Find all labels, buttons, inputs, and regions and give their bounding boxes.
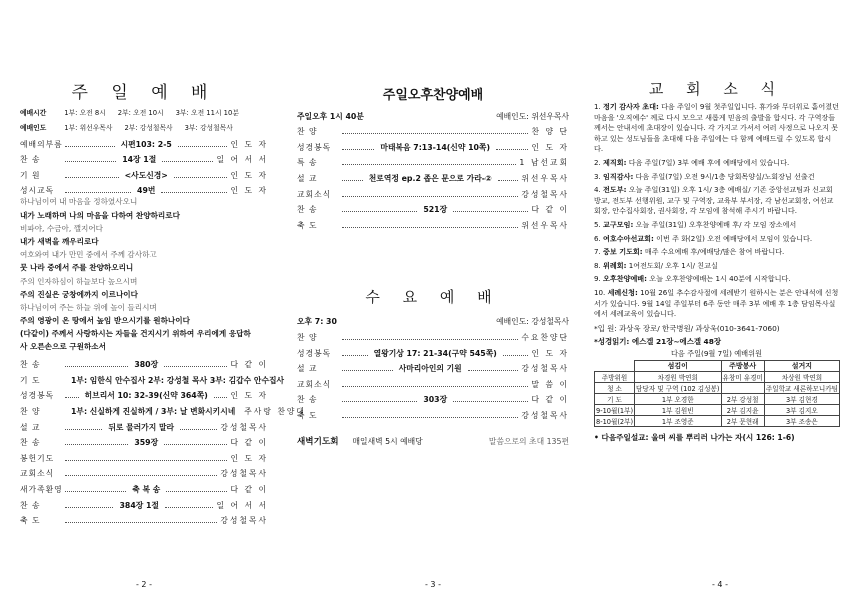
order-item: [297, 168, 569, 184]
order-label: 특 송: [297, 158, 318, 168]
bible-reading: *성경읽기: 에스겔 21장~에스겔 48장: [594, 336, 721, 346]
leader-dots: [65, 491, 126, 492]
notice-item: [594, 185, 839, 217]
order-leader: 위선우목사: [521, 173, 570, 183]
leader-dots: [65, 366, 128, 367]
reading-line: (다같이) 주께서 사랑하시는 자들을 건지시기 위하여 우리에게 응답하: [20, 329, 251, 339]
leader-dots: [180, 429, 217, 430]
order-leader: 찬 양 단: [531, 127, 569, 137]
order-leader: 강성철목사: [220, 422, 269, 432]
reading-line: 내가 노래하며 나의 마음을 다하여 찬양하리로다: [20, 210, 180, 220]
order-item: [297, 184, 569, 200]
table-cell: 3부 김지오: [764, 404, 839, 415]
notice-item: [594, 172, 839, 183]
wednesday-leader: 예배인도: 강성철목사: [496, 317, 569, 327]
order-leader: 인 도 자: [230, 391, 269, 401]
news-title: 교 회 소 식: [648, 80, 785, 98]
order-content: 뒤로 물러가지 말라: [108, 422, 175, 432]
leader-dots: [65, 507, 113, 508]
leader-dots: [496, 149, 528, 150]
leader-dots: [342, 196, 518, 197]
leader-dots: [65, 429, 102, 430]
order-content: 마태복음 7:13-14(신약 10쪽): [380, 142, 491, 152]
order-leader: 다 같 이: [230, 438, 268, 448]
order-content: <사도신경>: [124, 170, 168, 180]
table-row: [595, 382, 840, 393]
notice-heading: 오후찬양예배:: [603, 274, 647, 284]
order-content: 1부: 임한식 안수집사 2부: 강성철 목사 3부: 김갑수 안수집사: [71, 375, 285, 385]
leader-dots: [65, 444, 128, 445]
order-leader: 다 같 이: [531, 395, 569, 405]
leader-dots: [342, 370, 393, 371]
notice-number: 9.: [594, 274, 601, 284]
order-leader: 다 같 이: [230, 484, 268, 494]
leader-dots: [342, 339, 518, 340]
table-cell: [595, 360, 635, 371]
order-content: 축 복 송: [132, 484, 161, 494]
notice-heading: 제직회:: [603, 157, 627, 167]
order-leader: 강성철목사: [521, 364, 570, 374]
afternoon-order: [297, 122, 569, 231]
leader-dots: [162, 161, 213, 162]
leader-dots: [342, 227, 518, 228]
schedule-item: 1부: 위선우목사: [64, 123, 113, 132]
leader-dots: [164, 366, 227, 367]
table-cell: 1부 조영준: [635, 415, 721, 426]
leader-dots: [65, 192, 131, 193]
table-cell: 3부 김현경: [764, 393, 839, 404]
order-label: 찬 송: [20, 360, 41, 370]
reading-line: 하나님이여 내 마음을 정하였사오니: [20, 197, 138, 207]
order-item: [20, 134, 268, 150]
reading-line: 뭇 나라 중에서 주를 찬양하오리니: [20, 263, 134, 273]
notice-number: 6.: [594, 233, 601, 243]
notice-heading: 세례신청:: [607, 287, 638, 297]
order-leader: 주사랑 찬양대: [244, 407, 306, 416]
table-header: 설거지: [764, 360, 839, 371]
table-cell: 8-10월(2부): [595, 415, 635, 426]
order-label: 기 원: [20, 170, 41, 180]
page-number: - 2 -: [136, 580, 152, 589]
leader-dots: [468, 370, 519, 371]
schedule-item: 2부: 오전 10시: [117, 108, 164, 117]
order-label: 교회소식: [297, 379, 332, 389]
order-label: 교회소식: [20, 469, 55, 479]
notice-item: [594, 158, 839, 169]
notice-body: 이번 주 화(2일) 오전 예배당에서 모임이 있습니다.: [656, 233, 813, 243]
responsive-reading: [20, 196, 268, 354]
page-3-column: [297, 0, 569, 447]
order-item: [297, 215, 569, 231]
order-leader: 인 도 자: [531, 348, 570, 358]
order-leader: 강성철목사: [521, 410, 569, 420]
notice-number: 5.: [594, 219, 601, 229]
leader-dots: [165, 507, 213, 508]
notice-number: 8.: [594, 260, 601, 270]
notice-item: [594, 234, 839, 245]
order-leader: 일 어 서 서: [216, 155, 268, 165]
wednesday-time: 오후 7: 30: [297, 317, 337, 327]
order-item: [297, 200, 569, 216]
order-label: 교회소식: [297, 189, 332, 199]
order-content: 1부: 신실하게 진실하게 / 3부: 날 변화시키시네: [71, 407, 236, 416]
order-label: 기 도: [20, 375, 41, 385]
reading-line: 여호와여 내가 만민 중에서 주께 감사하고: [20, 250, 157, 260]
order-item: [20, 464, 268, 480]
notice-heading: 전도부:: [603, 185, 627, 195]
order-leader: 인 도 자: [230, 170, 269, 180]
wednesday-title: 수 요 예 배: [365, 287, 501, 306]
afternoon-leader: 예배인도: 위선우목사: [496, 111, 569, 121]
leader-dots: [161, 192, 227, 193]
order-leader: 위선우목사: [521, 220, 569, 230]
table-cell: 주방위원: [595, 371, 635, 382]
table-cell: 9-10월(1부): [595, 404, 635, 415]
reading-line: 주의 영광이 온 땅에서 높임 받으시기를 원하나이다: [20, 316, 190, 326]
notice-body: 매주 수요예배 후/예배당/많은 참여 바랍니다.: [644, 247, 785, 257]
order-leader: 강성철목사: [220, 516, 268, 526]
order-leader: 1 남선교회: [519, 158, 569, 168]
notice-item: [594, 220, 839, 231]
worship-order: [20, 134, 268, 196]
schedule-item: 1부: 오전 8시: [64, 108, 106, 117]
order-leader: 강성철목사: [220, 469, 268, 479]
order-label: 찬 양: [20, 407, 41, 416]
table-row: [595, 371, 840, 382]
order-label: 찬 송: [20, 438, 41, 448]
wednesday-order: [297, 327, 569, 421]
table-cell: 3부 조송은: [764, 415, 839, 426]
schedule-item: 2부: 강성철목사: [124, 123, 173, 132]
notice-number: 1.: [594, 102, 601, 111]
schedule-item: 3부: 강성철목사: [184, 123, 233, 132]
order-item: [297, 343, 569, 359]
notice-heading: 중보 기도회:: [603, 247, 643, 257]
order-item: [297, 137, 569, 153]
worship-order-continued: [20, 355, 306, 527]
schedule-time: [20, 104, 268, 119]
order-label: 축 도: [297, 220, 318, 230]
leader-dots: [65, 161, 116, 162]
leader-dots: [65, 460, 227, 461]
notice-item: [594, 288, 839, 320]
table-cell: 담당자 및 구역 (102 김성봉): [635, 382, 721, 393]
order-label: 성시교독: [20, 186, 55, 196]
table-cell: 차경원 박연희: [635, 371, 721, 382]
notice-heading: 임직감사:: [603, 171, 634, 181]
next-sermon: • 다음주일설교: 울며 씨를 뿌리러 나가는 자(시 126: 1-6): [594, 432, 795, 442]
notice-item: [594, 261, 839, 272]
schedule-item: 3부: 오전 11시 10분: [175, 108, 239, 117]
order-content: 359장: [134, 438, 159, 448]
table-cell: 주일학교 새론하모니카팀: [764, 382, 839, 393]
service-table: [594, 360, 840, 427]
notice-body: 다음 주일(7일) 3부 예배 후에 예배당에서 있습니다.: [628, 157, 790, 167]
notice-body: 오늘 주일(31일) 오후 1시/ 3층 예배실/ 기존 중앙선교팀과 신교회방교, 전도부 선행위원, 교구 및 구역장, 교육부 부서장, 각 남선교회장, 여선교회장, 안수집사회장, 권사회장, 각 모임에 참석해 주시기 바랍니다.: [594, 185, 834, 216]
table-cell: 차상원 박연희: [764, 371, 839, 382]
order-label: 축 도: [20, 516, 41, 526]
notice-number: 7.: [594, 247, 601, 257]
leader-dots: [166, 491, 227, 492]
notice-number: 10.: [594, 287, 606, 297]
notice-heading: 정기 감사자 초대:: [603, 102, 659, 111]
reading-line: 비파야, 수금아, 깰지어다: [20, 223, 104, 233]
order-label: 찬 송: [20, 500, 41, 510]
order-leader: 다 같 이: [531, 205, 569, 215]
order-content: 천로역정 ep.2 좁은 문으로 가라-②: [368, 173, 492, 183]
order-item: [297, 122, 569, 138]
order-item: [297, 327, 569, 343]
dawn-prayer: [297, 431, 569, 447]
order-item: [297, 153, 569, 169]
order-content: 열왕기상 17: 21-34(구약 545쪽): [373, 348, 497, 358]
order-leader: 말 씀 이: [531, 379, 569, 389]
table-cell: 기 도: [595, 393, 635, 404]
leader-dots: [342, 355, 368, 356]
hospital-note: *입 원: 과상욱 장로/ 한국병원/ 과상욱(010-3641-7060): [594, 323, 780, 333]
notice-item: [594, 247, 839, 258]
order-label: 설 교: [20, 422, 41, 432]
order-item: [20, 495, 268, 511]
order-label: 새가족환영: [20, 484, 63, 494]
order-item: [20, 386, 268, 402]
notice-body: 다음 주일(7일) 오전 9시/1층 당회목양실/노회장님 선출건: [635, 171, 815, 181]
order-item: [297, 390, 569, 406]
order-item: [20, 181, 268, 197]
leader-dots: [342, 401, 417, 402]
schedule-leader: [20, 119, 268, 134]
order-item: [20, 165, 268, 181]
order-leader: 강성철목사: [521, 189, 569, 199]
page-number: - 4 -: [712, 580, 728, 589]
order-leader: 다 같 이: [230, 360, 268, 370]
leader-dots: [174, 177, 228, 178]
order-content: 384장 1절: [119, 500, 159, 510]
table-cell: 2부 문현래: [721, 415, 764, 426]
order-label: 찬 송: [297, 205, 318, 215]
order-item: [20, 511, 268, 527]
leader-dots: [214, 397, 228, 398]
leader-dots: [503, 355, 529, 356]
schedule-label: 예배인도: [20, 123, 47, 132]
order-label: 설 교: [297, 173, 318, 183]
table-caption: 다음 주일(9월 7일) 예배위원: [670, 348, 763, 358]
leader-dots: [65, 177, 119, 178]
notice-body: 10월 26일 추수감사절에 세례받기 원하시는 분은 안내석에 신청서가 있습니다. 9월 14일 주일부터 6주 동안 매주 3부 예배 후 1층 담임목사실에서 세례교육이 있습니다.: [594, 287, 839, 319]
table-cell: 2부 강성철: [721, 393, 764, 404]
order-content: 380장: [134, 360, 159, 370]
order-item: [297, 359, 569, 375]
order-content: 히브리서 10: 32-39(신약 364쪽): [84, 391, 208, 401]
leader-dots: [164, 444, 227, 445]
order-leader: 일 어 서 서: [216, 500, 269, 510]
leader-dots: [342, 180, 363, 181]
table-row: [595, 393, 840, 404]
order-leader: 수요찬양단: [521, 332, 569, 342]
wednesday-header: [297, 312, 569, 328]
table-row: [595, 360, 840, 371]
reading-line: 사 오른손으로 구원하소서: [20, 342, 106, 352]
table-cell: 1부 김원빈: [635, 404, 721, 415]
order-label: 축 도: [297, 410, 318, 420]
reading-line: 주의 인자하심이 하늘보다 높으시며: [20, 276, 138, 286]
notice-body: 오늘 오후찬양예배는 1시 40분에 시작합니다.: [649, 274, 791, 284]
order-item: [20, 401, 306, 417]
schedule-label: 예배시간: [20, 108, 47, 117]
order-leader: 인 도 자: [230, 186, 269, 196]
leader-dots: [453, 211, 528, 212]
order-item: [20, 433, 268, 449]
notice-heading: 교구모임:: [603, 219, 634, 229]
leader-dots: [178, 146, 228, 147]
notice-heading: 위례회:: [603, 260, 627, 270]
leader-dots: [65, 397, 79, 398]
afternoon-time: 주일오후 1시 40분: [297, 111, 364, 121]
order-content: 사마리아인의 기원: [398, 364, 462, 374]
notice-number: 2.: [594, 157, 601, 167]
order-label: 예배의부름: [20, 139, 63, 149]
order-item: [20, 150, 268, 166]
leader-dots: [342, 164, 516, 165]
order-leader: 인 도 자: [531, 142, 570, 152]
reading-line: 하나님이여 주는 하늘 위에 높이 들리시며: [20, 302, 157, 312]
leader-dots: [498, 180, 519, 181]
order-item: [20, 448, 268, 464]
dawn-time: 매일새벽 5시 예배당: [352, 436, 423, 446]
notice-list: [594, 102, 839, 320]
order-label: 찬 송: [297, 395, 318, 405]
order-content: 49번: [137, 186, 156, 196]
order-item: [20, 417, 268, 433]
table-cell: 청 소: [595, 382, 635, 393]
page-2-column: [20, 0, 306, 526]
leader-dots: [65, 475, 217, 476]
order-label: 성경봉독: [20, 391, 55, 401]
page-title: 주 일 예 배: [71, 83, 217, 103]
order-label: 설 교: [297, 364, 318, 374]
leader-dots: [65, 146, 115, 147]
afternoon-header: [297, 106, 569, 122]
table-cell: [721, 382, 764, 393]
table-row: [595, 404, 840, 415]
notice-item: [594, 274, 839, 285]
order-content: 14장 1절: [122, 155, 157, 165]
order-item: [20, 479, 268, 495]
order-item: [20, 370, 285, 386]
order-label: 찬 송: [20, 155, 41, 165]
notice-body: 다음 주일이 9월 첫주일입니다. 휴가와 무더위로 흩어졌던 마음을 '오직예수' 께로 다시 모으고 새롭게 믿음의 출발을 합시다. 각 구역장들께서는 안내서에 초대장이 있습니다. 각 가지고 가셔서 여러 사정으로 나오지 못하고 있는 성도님들을 초대해 다음 주일에는 다 함께 예배드릴 수 있도록 합시다.: [594, 102, 839, 154]
order-content: 521장: [423, 205, 448, 215]
order-item: [297, 405, 569, 421]
order-leader: 인 도 자: [230, 453, 268, 463]
order-label: 성경봉독: [297, 348, 332, 358]
notice-number: 4.: [594, 185, 601, 195]
leader-dots: [342, 386, 528, 387]
leader-dots: [342, 417, 518, 418]
order-item: [20, 355, 268, 371]
order-content: 303장: [423, 395, 448, 405]
order-label: 봉헌기도: [20, 453, 55, 463]
table-header: 주방봉사: [721, 360, 764, 371]
page-number: - 3 -: [425, 580, 441, 589]
order-label: 성경봉독: [297, 142, 332, 152]
order-label: 찬 양: [297, 127, 318, 137]
order-item: [297, 374, 569, 390]
dawn-note: 말씀으로의 초대 135편: [488, 436, 569, 446]
afternoon-title: 주일오후찬양예배: [382, 88, 484, 103]
page-4-column: [594, 0, 839, 443]
table-header: 섬김이: [635, 360, 721, 371]
table-cell: 1부 오경한: [635, 393, 721, 404]
table-cell: 유창미 유경미: [721, 371, 764, 382]
leader-dots: [453, 401, 528, 402]
leader-dots: [342, 211, 417, 212]
notice-item: [594, 102, 839, 155]
order-label: 찬 양: [297, 332, 318, 342]
reading-line: 내가 새벽을 깨우리로다: [20, 236, 99, 246]
notice-body: 오늘 주일(31일) 오후찬양예배 후/ 각 모임 장소에서: [635, 219, 797, 229]
reading-line: 주의 진실은 궁창에까지 이르나이다: [20, 289, 138, 299]
leader-dots: [65, 522, 217, 523]
table-row: [595, 415, 840, 426]
leader-dots: [342, 149, 374, 150]
notice-number: 3.: [594, 171, 601, 181]
order-content: 시편103: 2-5: [120, 139, 172, 149]
table-cell: 2부 김지윤: [721, 404, 764, 415]
leader-dots: [342, 133, 528, 134]
dawn-label: 새벽기도회: [297, 436, 339, 447]
notice-body: 1여전도회/ 오후 1시/ 친교실: [628, 260, 718, 270]
notice-heading: 여호수아선교회:: [603, 233, 654, 243]
order-leader: 인 도 자: [230, 139, 269, 149]
